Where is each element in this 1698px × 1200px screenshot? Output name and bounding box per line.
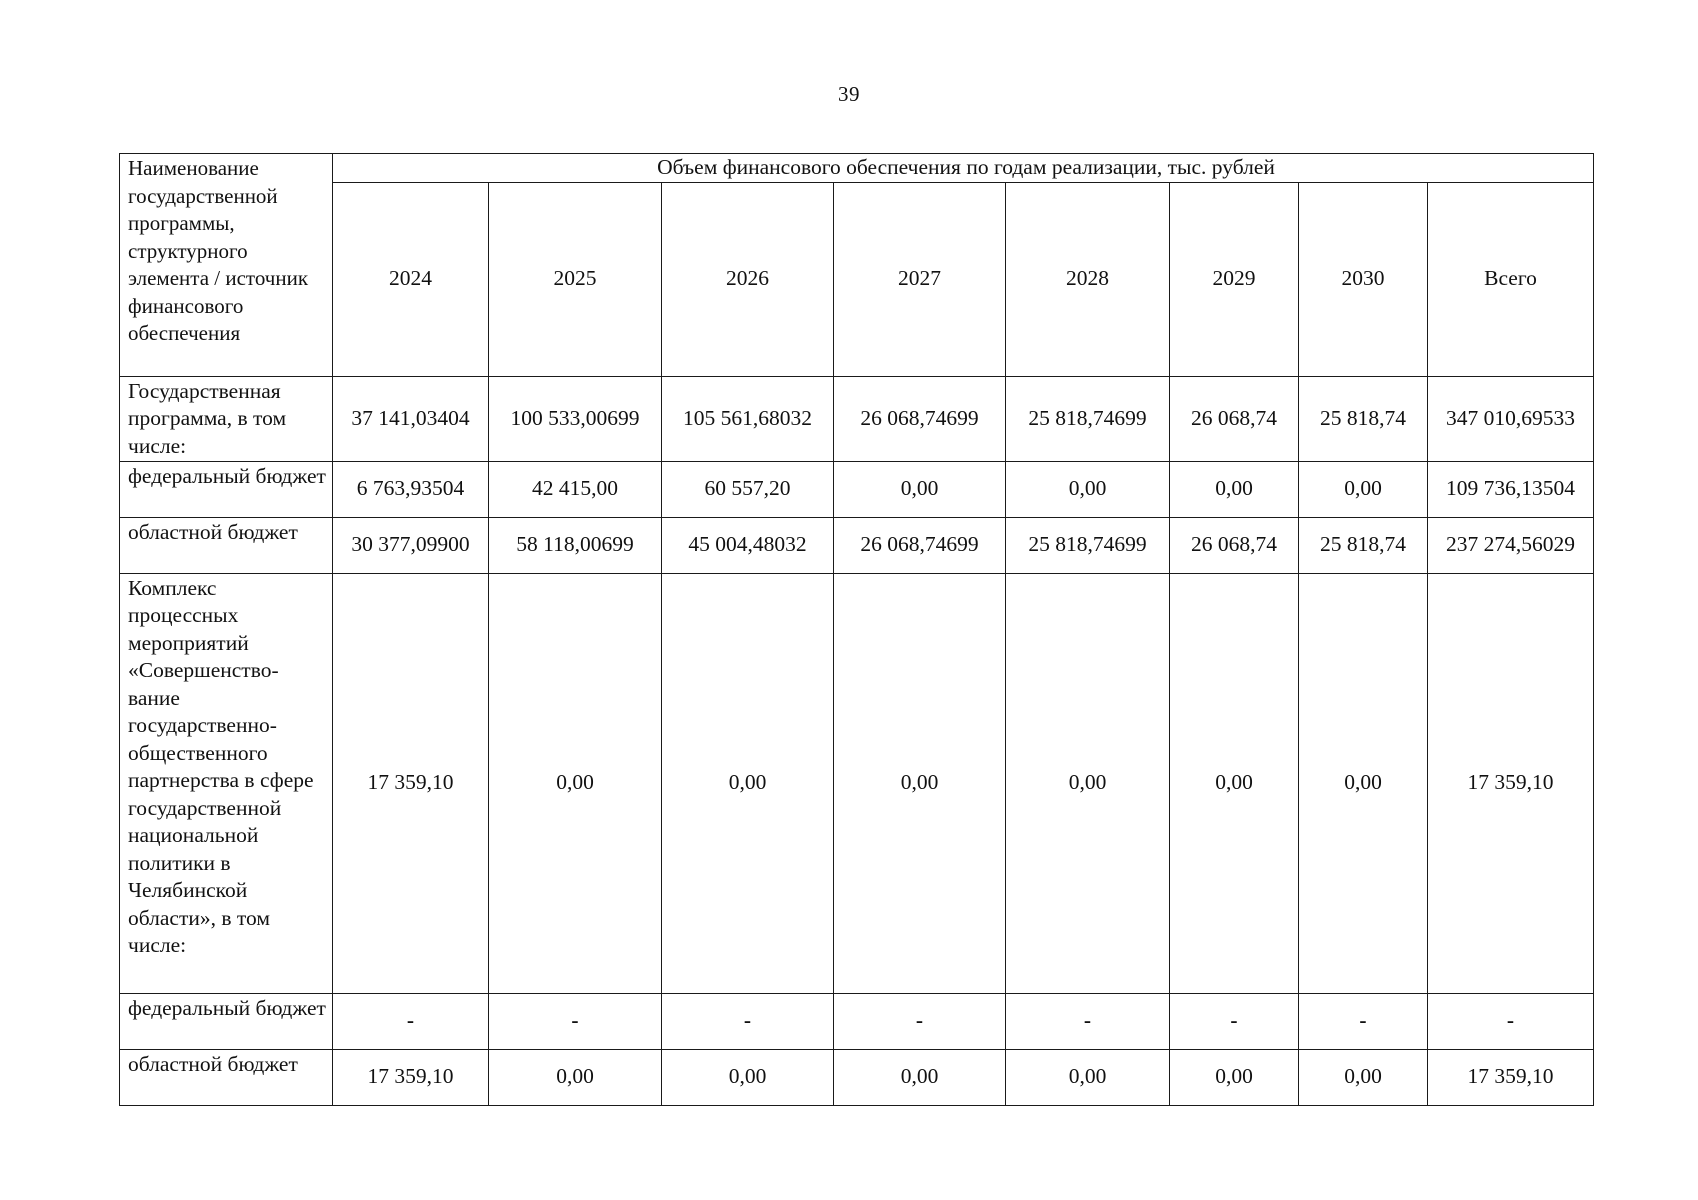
table-cell: - xyxy=(662,993,834,1049)
table-cell: 0,00 xyxy=(1299,573,1428,993)
table-cell: 0,00 xyxy=(662,1049,834,1105)
table-cell: 347 010,69533 xyxy=(1428,376,1594,461)
financing-table xyxy=(119,153,1594,1106)
table-cell: - xyxy=(1299,993,1428,1049)
table-cell: 25 818,74699 xyxy=(1006,376,1170,461)
table-cell: 0,00 xyxy=(662,573,834,993)
row-name-regional-budget: областной бюджет xyxy=(120,517,333,573)
row-name-process-complex: Комплекс процессных мероприятий «Совершенство-вание государственно-общественного партнерства в сфере государственной национальной политики в Челябинской области», в том числе: xyxy=(120,573,333,993)
table-cell: 17 359,10 xyxy=(333,1049,489,1105)
table-row xyxy=(120,376,1594,461)
table-cell: - xyxy=(1006,993,1170,1049)
table-cell: - xyxy=(834,993,1006,1049)
header-col-2027: 2027 xyxy=(834,182,1006,376)
table-cell: 17 359,10 xyxy=(333,573,489,993)
table-cell: 109 736,13504 xyxy=(1428,461,1594,517)
table-cell: 0,00 xyxy=(1170,573,1299,993)
table-cell: 0,00 xyxy=(1006,573,1170,993)
table-cell: - xyxy=(333,993,489,1049)
table-cell: 0,00 xyxy=(834,1049,1006,1105)
header-col-total: Всего xyxy=(1428,182,1594,376)
table-cell: 42 415,00 xyxy=(489,461,662,517)
row-name-regional-budget: областной бюджет xyxy=(120,1049,333,1105)
header-col-2028: 2028 xyxy=(1006,182,1170,376)
table-cell: 237 274,56029 xyxy=(1428,517,1594,573)
table-cell: 0,00 xyxy=(489,573,662,993)
table-cell: 60 557,20 xyxy=(662,461,834,517)
table-row xyxy=(120,517,1594,573)
table-cell: 0,00 xyxy=(1006,461,1170,517)
table-cell: 26 068,74699 xyxy=(834,376,1006,461)
header-name-column xyxy=(120,154,333,377)
table-cell: 100 533,00699 xyxy=(489,376,662,461)
table-cell: 6 763,93504 xyxy=(333,461,489,517)
row-name-federal-budget: федеральный бюджет xyxy=(120,993,333,1049)
table-cell: 0,00 xyxy=(1170,461,1299,517)
table-cell: 45 004,48032 xyxy=(662,517,834,573)
table-cell: - xyxy=(489,993,662,1049)
table-cell: 26 068,74 xyxy=(1170,517,1299,573)
table-cell: 58 118,00699 xyxy=(489,517,662,573)
table-cell: 17 359,10 xyxy=(1428,1049,1594,1105)
table-cell: - xyxy=(1170,993,1299,1049)
table-cell: 0,00 xyxy=(834,461,1006,517)
header-name-column-text: Наименование государственной программы, структурного элемента / источник финансового обеспечения xyxy=(128,156,309,345)
table-cell: 26 068,74699 xyxy=(834,517,1006,573)
table-cell: 0,00 xyxy=(1006,1049,1170,1105)
header-col-2029: 2029 xyxy=(1170,182,1299,376)
table-cell: - xyxy=(1428,993,1594,1049)
table-cell: 17 359,10 xyxy=(1428,573,1594,993)
header-col-2026: 2026 xyxy=(662,182,834,376)
table-cell: 25 818,74699 xyxy=(1006,517,1170,573)
table-cell: 25 818,74 xyxy=(1299,517,1428,573)
page-number: 39 xyxy=(838,82,860,106)
table-row xyxy=(120,993,1594,1049)
table-cell: 25 818,74 xyxy=(1299,376,1428,461)
row-name-state-program: Государственная программа, в том числе: xyxy=(120,376,333,461)
table-cell: 0,00 xyxy=(489,1049,662,1105)
header-group-title: Объем финансового обеспечения по годам реализации, тыс. рублей xyxy=(333,154,1594,183)
table-row xyxy=(120,461,1594,517)
table-cell: 0,00 xyxy=(1299,461,1428,517)
row-name-federal-budget: федеральный бюджет xyxy=(120,461,333,517)
table-row xyxy=(120,573,1594,993)
table-row xyxy=(120,1049,1594,1105)
table-cell: 105 561,68032 xyxy=(662,376,834,461)
header-col-2030: 2030 xyxy=(1299,182,1428,376)
table-cell: 26 068,74 xyxy=(1170,376,1299,461)
header-row-title xyxy=(120,154,1594,183)
header-col-2025: 2025 xyxy=(489,182,662,376)
header-row-years xyxy=(120,182,1594,376)
table-cell: 0,00 xyxy=(834,573,1006,993)
table-cell: 0,00 xyxy=(1299,1049,1428,1105)
table-cell: 37 141,03404 xyxy=(333,376,489,461)
table-cell: 0,00 xyxy=(1170,1049,1299,1105)
header-col-2024: 2024 xyxy=(333,182,489,376)
table-cell: 30 377,09900 xyxy=(333,517,489,573)
